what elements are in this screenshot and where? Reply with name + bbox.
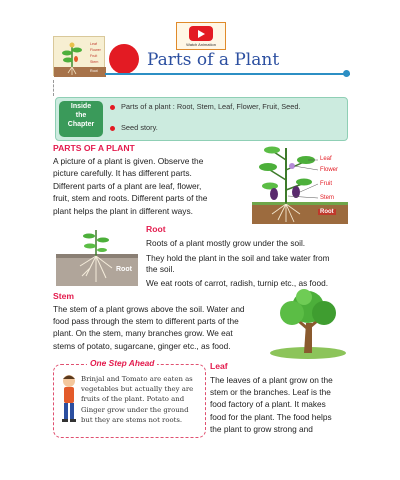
badge-line: Inside <box>70 103 92 110</box>
thumb-label-stem: Stem <box>90 60 99 64</box>
section-heading-root: Root <box>146 224 166 234</box>
stem-label-line: (trunk) <box>270 341 291 348</box>
root-image-label: Root <box>116 266 132 273</box>
play-icon <box>189 26 213 41</box>
paragraph-line: food pass through the stem to different parts of the <box>53 316 239 327</box>
paragraph-line: The leaves of a plant grow on the <box>210 375 333 385</box>
paragraph-line: stems of potato, sugarcane, ginger etc., as food. <box>53 340 231 351</box>
one-step-ahead-text <box>81 374 203 425</box>
paragraph-line: plant. On the stem, many branches grow. We eat <box>53 328 233 339</box>
paragraph-line: the plant to grow strong and <box>210 423 313 434</box>
badge-line: Chapter <box>67 121 95 128</box>
paragraph-line: picture carefully. It has different parts. <box>53 168 192 179</box>
title-underline <box>105 73 350 75</box>
diagram-label-root: Root <box>320 209 334 215</box>
diagram-label-leaf: Leaf <box>320 156 332 162</box>
paragraph-line: food factory of a plant. It makes <box>210 399 326 410</box>
page-title: Parts of a Plant <box>147 50 280 70</box>
paragraph-line: Roots of a plant mostly grow under the soil. <box>146 238 306 248</box>
inside-chapter-badge <box>59 101 103 137</box>
leaf-paragraph <box>210 374 350 435</box>
bullet-icon <box>110 105 115 110</box>
paragraph-line: Ginger grow under the ground <box>81 405 189 414</box>
diagram-label-fruit: Fruit <box>320 181 332 187</box>
thumb-label-flower: Flower <box>90 48 101 52</box>
root-paragraph <box>146 238 352 289</box>
section-heading-stem: Stem <box>53 291 75 301</box>
stem-paragraph <box>53 303 261 352</box>
dashed-guide <box>53 80 54 96</box>
diagram-label-stem: Stem <box>320 195 335 201</box>
thumb-label-root: Root <box>90 69 98 73</box>
inside-item: Parts of a plant : Root, Stem, Leaf, Flower, Fruit, Seed. <box>121 102 301 111</box>
root-image <box>56 226 138 286</box>
chapter-circle-icon <box>109 44 139 74</box>
parts-paragraph <box>53 155 247 217</box>
watch-animation-button[interactable] <box>176 22 226 50</box>
plant-thumbnail <box>53 36 105 76</box>
badge-line: the <box>75 112 87 119</box>
paragraph-line: Different parts of a plant are leaf, flower, <box>53 180 202 191</box>
paragraph-line: fruit, stem and roots. Different parts of the <box>53 193 208 204</box>
child-illustration <box>58 372 80 428</box>
paragraph-line: The stem of a plant grows above the soil. Water and <box>53 304 245 314</box>
stem-image-label <box>270 333 291 349</box>
one-step-ahead-label: One Step Ahead <box>87 358 157 368</box>
paragraph-line: We eat roots of carrot, radish, turnip etc., as food. <box>146 277 329 288</box>
inside-item: Seed story. <box>121 123 158 132</box>
bullet-icon <box>110 126 115 131</box>
section-heading-leaf: Leaf <box>210 361 228 371</box>
tree-image <box>264 289 348 359</box>
thumb-label-leaf: Leaf <box>90 42 97 46</box>
paragraph-line: A picture of a plant is given. Observe the <box>53 156 204 166</box>
paragraph-line: fruits of the plant. Potato and <box>81 395 185 404</box>
thumb-label-fruit: Fruit <box>90 54 98 58</box>
video-caption: Watch Animation <box>186 42 216 47</box>
paragraph-line: plant helps the plant in different ways. <box>53 205 193 216</box>
paragraph-line: They hold the plant in the soil and take water from <box>146 252 330 263</box>
title-underline-dot <box>343 70 350 77</box>
paragraph-line: Brinjal and Tomato are eaten as <box>81 375 193 383</box>
plant-parts-diagram <box>252 140 348 224</box>
paragraph-line: vegetables but actually they are <box>81 385 194 394</box>
paragraph-line: food for the plant. The food helps <box>210 411 332 422</box>
stem-label-line: Stem <box>272 333 289 340</box>
diagram-label-flower: Flower <box>320 167 339 173</box>
section-heading-parts: PARTS OF A PLANT <box>53 143 135 153</box>
paragraph-line: stem or the branches. Leaf is the <box>210 387 331 398</box>
paragraph-line: but they are stems not roots. <box>81 415 183 424</box>
paragraph-line: the soil. <box>146 264 175 275</box>
